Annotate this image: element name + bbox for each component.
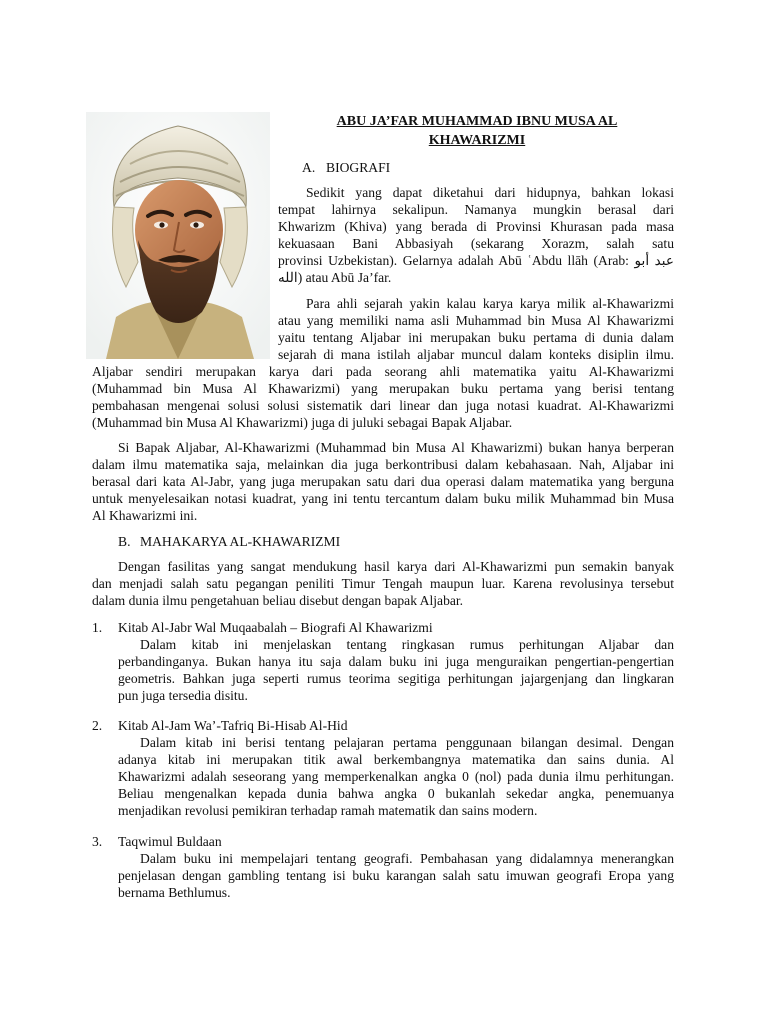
a-para3-line: Al Khawarizmi ini. xyxy=(92,508,198,523)
item-1-line: pun juga tersedia disitu. xyxy=(118,688,248,703)
item-1-line: perbandinganya. Bukan hanya itu saja dalam buku ini juga menguraikan pengertian-pengertian xyxy=(118,654,674,669)
b-para1-line: dan menjadi salah satu pegangan peniliti Timur Tengah maupun luar. Karena revolusinya tersebut xyxy=(92,576,674,591)
item-3-line: penjelasan dengan gambling tentang isi buku karangan salah satu imuwan geografi Eropa yang xyxy=(118,868,674,883)
a-para1-line: Khwarizm (Khiva) yang berada di Provinsi Khurasan pada masa xyxy=(278,219,674,234)
a-para2-line: atau yang memiliki nama asli Muhammad bin Musa Al Khawarizmi xyxy=(278,313,674,328)
item-2-line: adanya kitab ini merupakan titik awal berkembangnya matematika dan sains dunia. Al xyxy=(118,752,674,767)
al-khawarizmi-portrait xyxy=(86,112,270,359)
a-para1-line: tempat lahirnya sekalipun. Namanya mungkin berasal dari xyxy=(278,202,674,217)
item-1-number: 1. xyxy=(92,620,103,635)
item-1-line: geometris. Bahkan juga seperti rumus teorima segitiga perhitungan jajargenjang dan lingkaran xyxy=(118,671,674,686)
document-title-line2: KHAWARIZMI xyxy=(428,133,526,148)
a-para2-line: pembahasan mengenai solusi solusi sistematik dari linear dan juga notasi kuadrat. Al-Khawarizmi xyxy=(92,398,674,413)
item-3-line: bernama Bethlumus. xyxy=(118,885,231,900)
a-para2-line: yaitu tentang Aljabar ini merupakan buku pertama di dunia dalam xyxy=(278,330,674,345)
item-2-line: Beliau mengenalkan kepada dunia bahwa angka 0 bukanlah sekedar angka, penemuanya xyxy=(118,786,674,801)
a-para1-line: kekuasaan Bani Abbasiyah (sekarang Xorazm, salah satu xyxy=(278,236,674,251)
item-3-number: 3. xyxy=(92,834,103,849)
a-para3-line: dalam ilmu matematika saja, melainkan dia juga berkontribusi dalam kebahasaan. Nah, Aljabar ini xyxy=(92,457,674,472)
a-para3-line: untuk menyelesaikan notasi kuadrat, yang ini tentu tercantum dalam buku milik Muhammad bin Musa xyxy=(92,491,674,506)
item-2-line: Dalam kitab ini berisi tentang pelajaran pertama penggunaan bilangan desimal. Dengan xyxy=(140,735,674,750)
item-2-line: Khawarizmi adalah seseorang yang memperkenalkan angka 0 (nol) pada dunia ilmu perhitungan. xyxy=(118,769,674,784)
section-a-heading: BIOGRAFI xyxy=(326,160,391,175)
a-para3-line: Si Bapak Aljabar, Al-Khawarizmi (Muhammad bin Musa Al Khawarizmi) bukan hanya berperan xyxy=(118,440,674,455)
a-para2-line: sejarah di mana istilah aljabar muncul dalam konteks disiplin ilmu. xyxy=(278,347,674,362)
section-b-number: B. xyxy=(118,534,131,549)
a-para2-line: (Muhammad bin Musa Al Khawarizmi) juga di juluki sebagai Bapak Aljabar. xyxy=(92,415,513,430)
item-2-line: menjadikan revolusi pemikiran terhadap ramah matematik dan sains modern. xyxy=(118,803,538,818)
item-3-title: Taqwimul Buldaan xyxy=(118,834,222,849)
section-b-heading: MAHAKARYA AL-KHAWARIZMI xyxy=(140,534,341,549)
item-3-line: Dalam buku ini mempelajari tentang geografi. Pembahasan yang didalamnya menerangkan xyxy=(140,851,674,866)
a-para2-line: Para ahli sejarah yakin kalau karya karya milik al-Khawarizmi xyxy=(306,296,674,311)
item-2-number: 2. xyxy=(92,718,103,733)
a-para1-line: Sedikit yang dapat diketahui dari hidupnya, bahkan lokasi xyxy=(306,185,674,200)
a-para1-line: provinsi Uzbekistan). Gelarnya adalah Abū ʿAbdu llāh (Arab: عبد أبو xyxy=(278,253,674,268)
item-1-line: Dalam kitab ini menjelaskan tentang ringkasan rumus perhitungan Aljabar dan xyxy=(140,637,674,652)
a-para2-line: (Muhammad bin Musa Al Khawarizmi) yang merupakan buku pertama yang berisi tentang xyxy=(92,381,674,396)
b-para1-line: Dengan fasilitas yang sangat mendukung hasil karya dari Al-Khawarizmi pun semakin banyak xyxy=(118,559,674,574)
a-para2-line: Aljabar sendiri merupakan karya dari pada seorang ahli matematika yaitu Al-Khawarizmi xyxy=(92,364,674,379)
item-2-title: Kitab Al-Jam Wa’-Tafriq Bi-Hisab Al-Hid xyxy=(118,718,348,733)
item-1-title: Kitab Al-Jabr Wal Muqaabalah – Biografi Al Khawarizmi xyxy=(118,620,433,635)
a-para3-line: berasal dari kata Al-Jabr, yang juga merupakan satu dari dua operasi dalam matematika yang berguna xyxy=(92,474,674,489)
a-para1-line: الله) atau Abū Ja’far. xyxy=(278,270,392,285)
b-para1-line: dalam dunia ilmu pengetahuan beliau disebut dengan bapak Aljabar. xyxy=(92,593,464,608)
document-title-line1: ABU JA’FAR MUHAMMAD IBNU MUSA AL xyxy=(336,114,618,129)
section-a-number: A. xyxy=(302,160,316,175)
